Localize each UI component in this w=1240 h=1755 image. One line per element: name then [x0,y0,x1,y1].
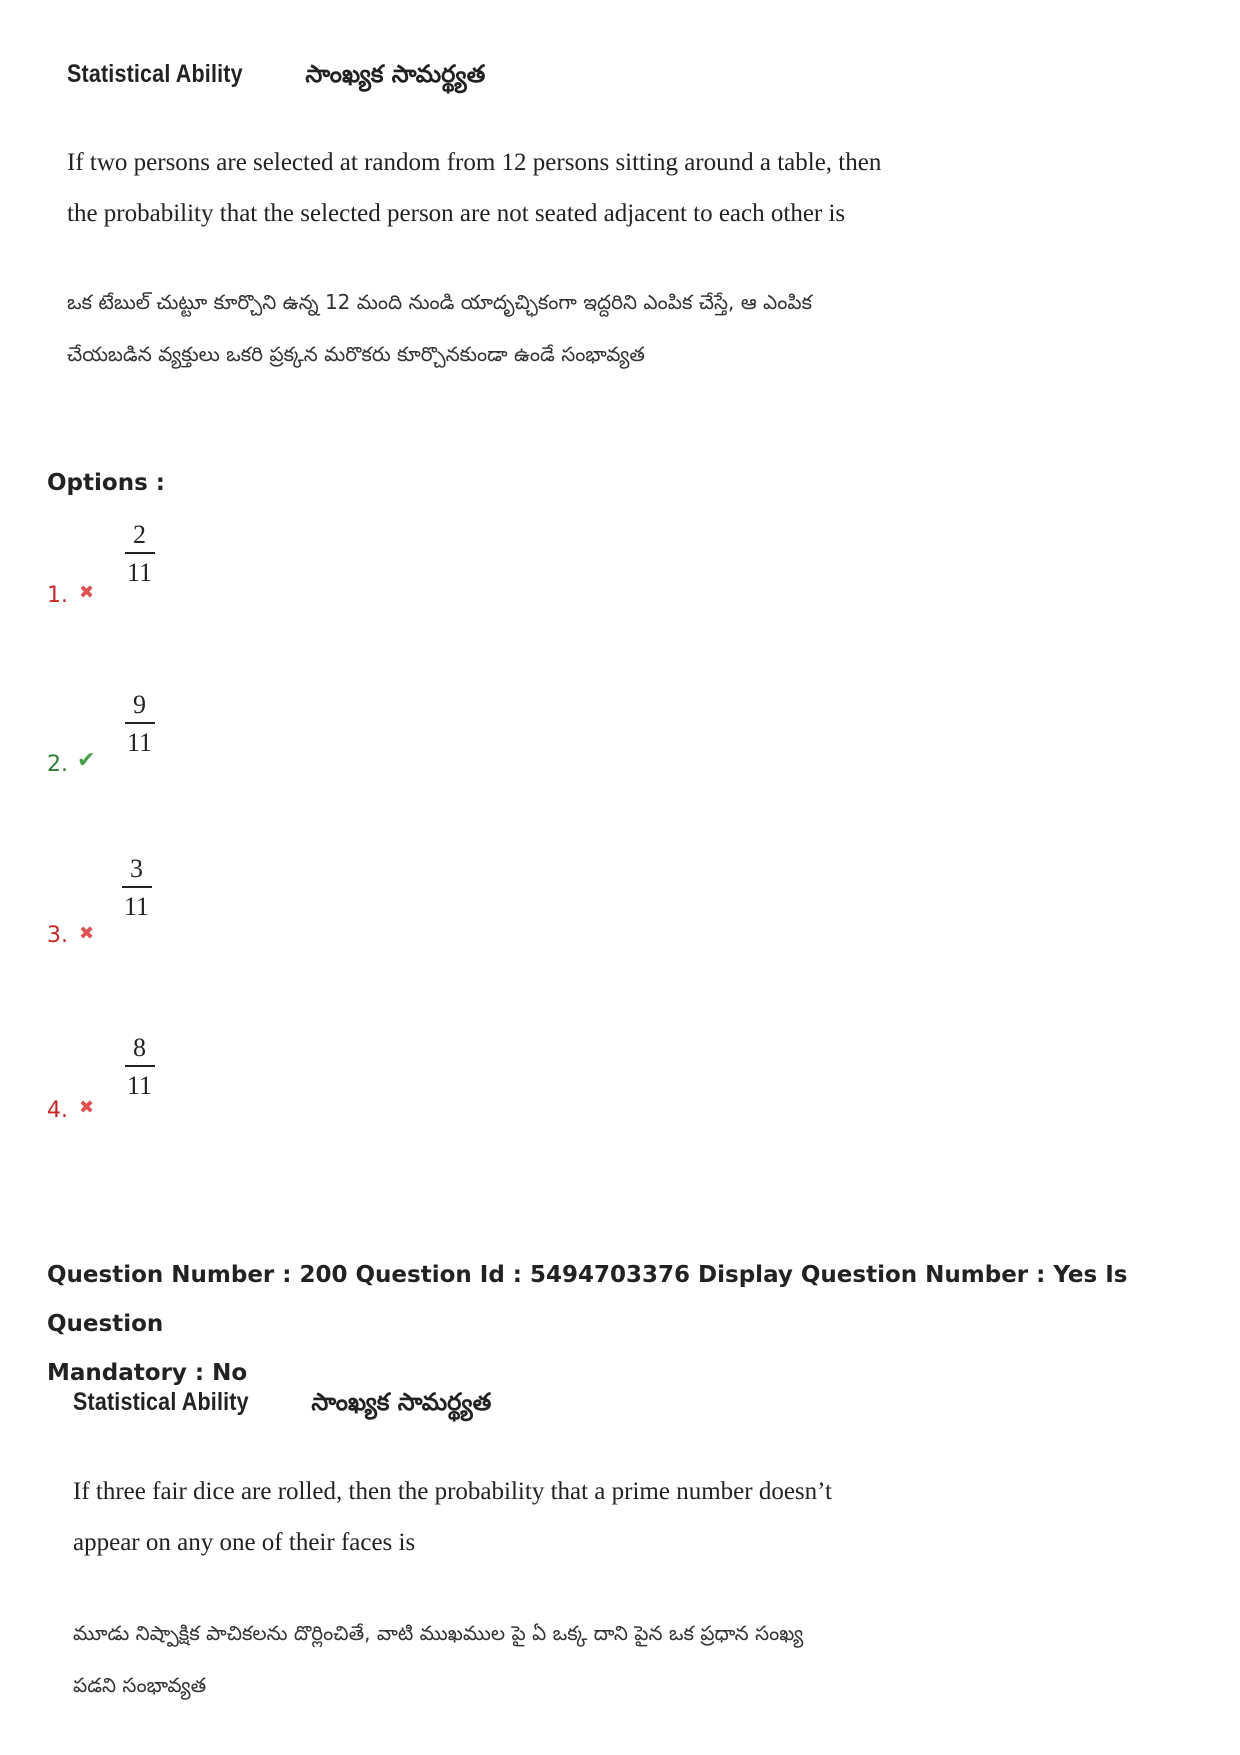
question-text-line: If three fair dice are rolled, then the probability that a prime number doesn’t [73,1478,832,1505]
option-number: 1. [47,583,68,608]
subject-heading [73,1388,491,1422]
numerator: 3 [130,854,144,883]
check-icon: ✔ [77,748,96,773]
question-text-line: పడని సంభావ్యత [73,1673,207,1697]
option-number: 2. [47,752,68,777]
denominator: 11 [127,1070,153,1100]
option-number: 4. [47,1098,68,1123]
subject-english: Statistical Ability [73,1388,249,1416]
options-heading: Options : [47,470,165,496]
option-4[interactable] [47,1031,447,1141]
question-text-line: If two persons are selected at random from 12 persons sitting around a table, then [67,149,882,176]
question-text-line: ఒక టేబుల్ చుట్టూ కూర్చొని ఉన్న 12 మంది నుండి యాదృచ్ఛికంగా ఇద్దరిని ఎంపిక చేస్తే, ఆ ఎంపిక [67,290,813,314]
question-text-english [67,137,881,239]
denominator: 11 [127,557,153,587]
option-2[interactable] [47,688,447,798]
subject-telugu: సాంఖ్యక సామర్థ్యత [305,60,486,88]
question-text-english [73,1466,832,1568]
cross-icon: ✖ [79,582,95,603]
denominator: 11 [127,727,153,757]
question-meta [47,1251,1207,1398]
subject-telugu: సాంఖ్యక సామర్థ్యత [311,1388,492,1416]
question-text-line: చేయబడిన వ్యక్తులు ఒకరి ప్రక్కన మరొకరు కూర్చొనకుండా ఉండే సంభావ్యత [67,342,645,366]
denominator: 11 [124,891,150,921]
fraction [123,688,156,762]
fraction [123,1031,156,1105]
numerator: 8 [133,1033,147,1062]
fraction [120,852,153,926]
question-text-line: the probability that the selected person are not seated adjacent to each other is [67,200,846,227]
fraction [123,518,156,592]
question-text-line: appear on any one of their faces is [73,1529,416,1556]
question-text-telugu [67,276,812,380]
meta-line: Question Number : 200 Question Id : 5494703376 Display Question Number : Yes Is Question [47,1262,1128,1337]
subject-heading [67,60,485,94]
option-3[interactable] [47,852,447,962]
numerator: 2 [133,520,147,549]
subject-english: Statistical Ability [67,60,243,88]
meta-line: Mandatory : No [47,1360,248,1386]
option-1[interactable] [47,518,447,628]
question-text-telugu [73,1607,803,1711]
cross-icon: ✖ [79,1097,95,1118]
question-text-line: మూడు నిష్పాక్షిక పాచికలను దొర్లించితే, వాటి ముఖముల పై ఏ ఒక్క దాని పైన ఒక ప్రధాన సంఖ్య [73,1621,804,1645]
option-number: 3. [47,923,68,948]
cross-icon: ✖ [79,923,95,944]
numerator: 9 [133,690,147,719]
